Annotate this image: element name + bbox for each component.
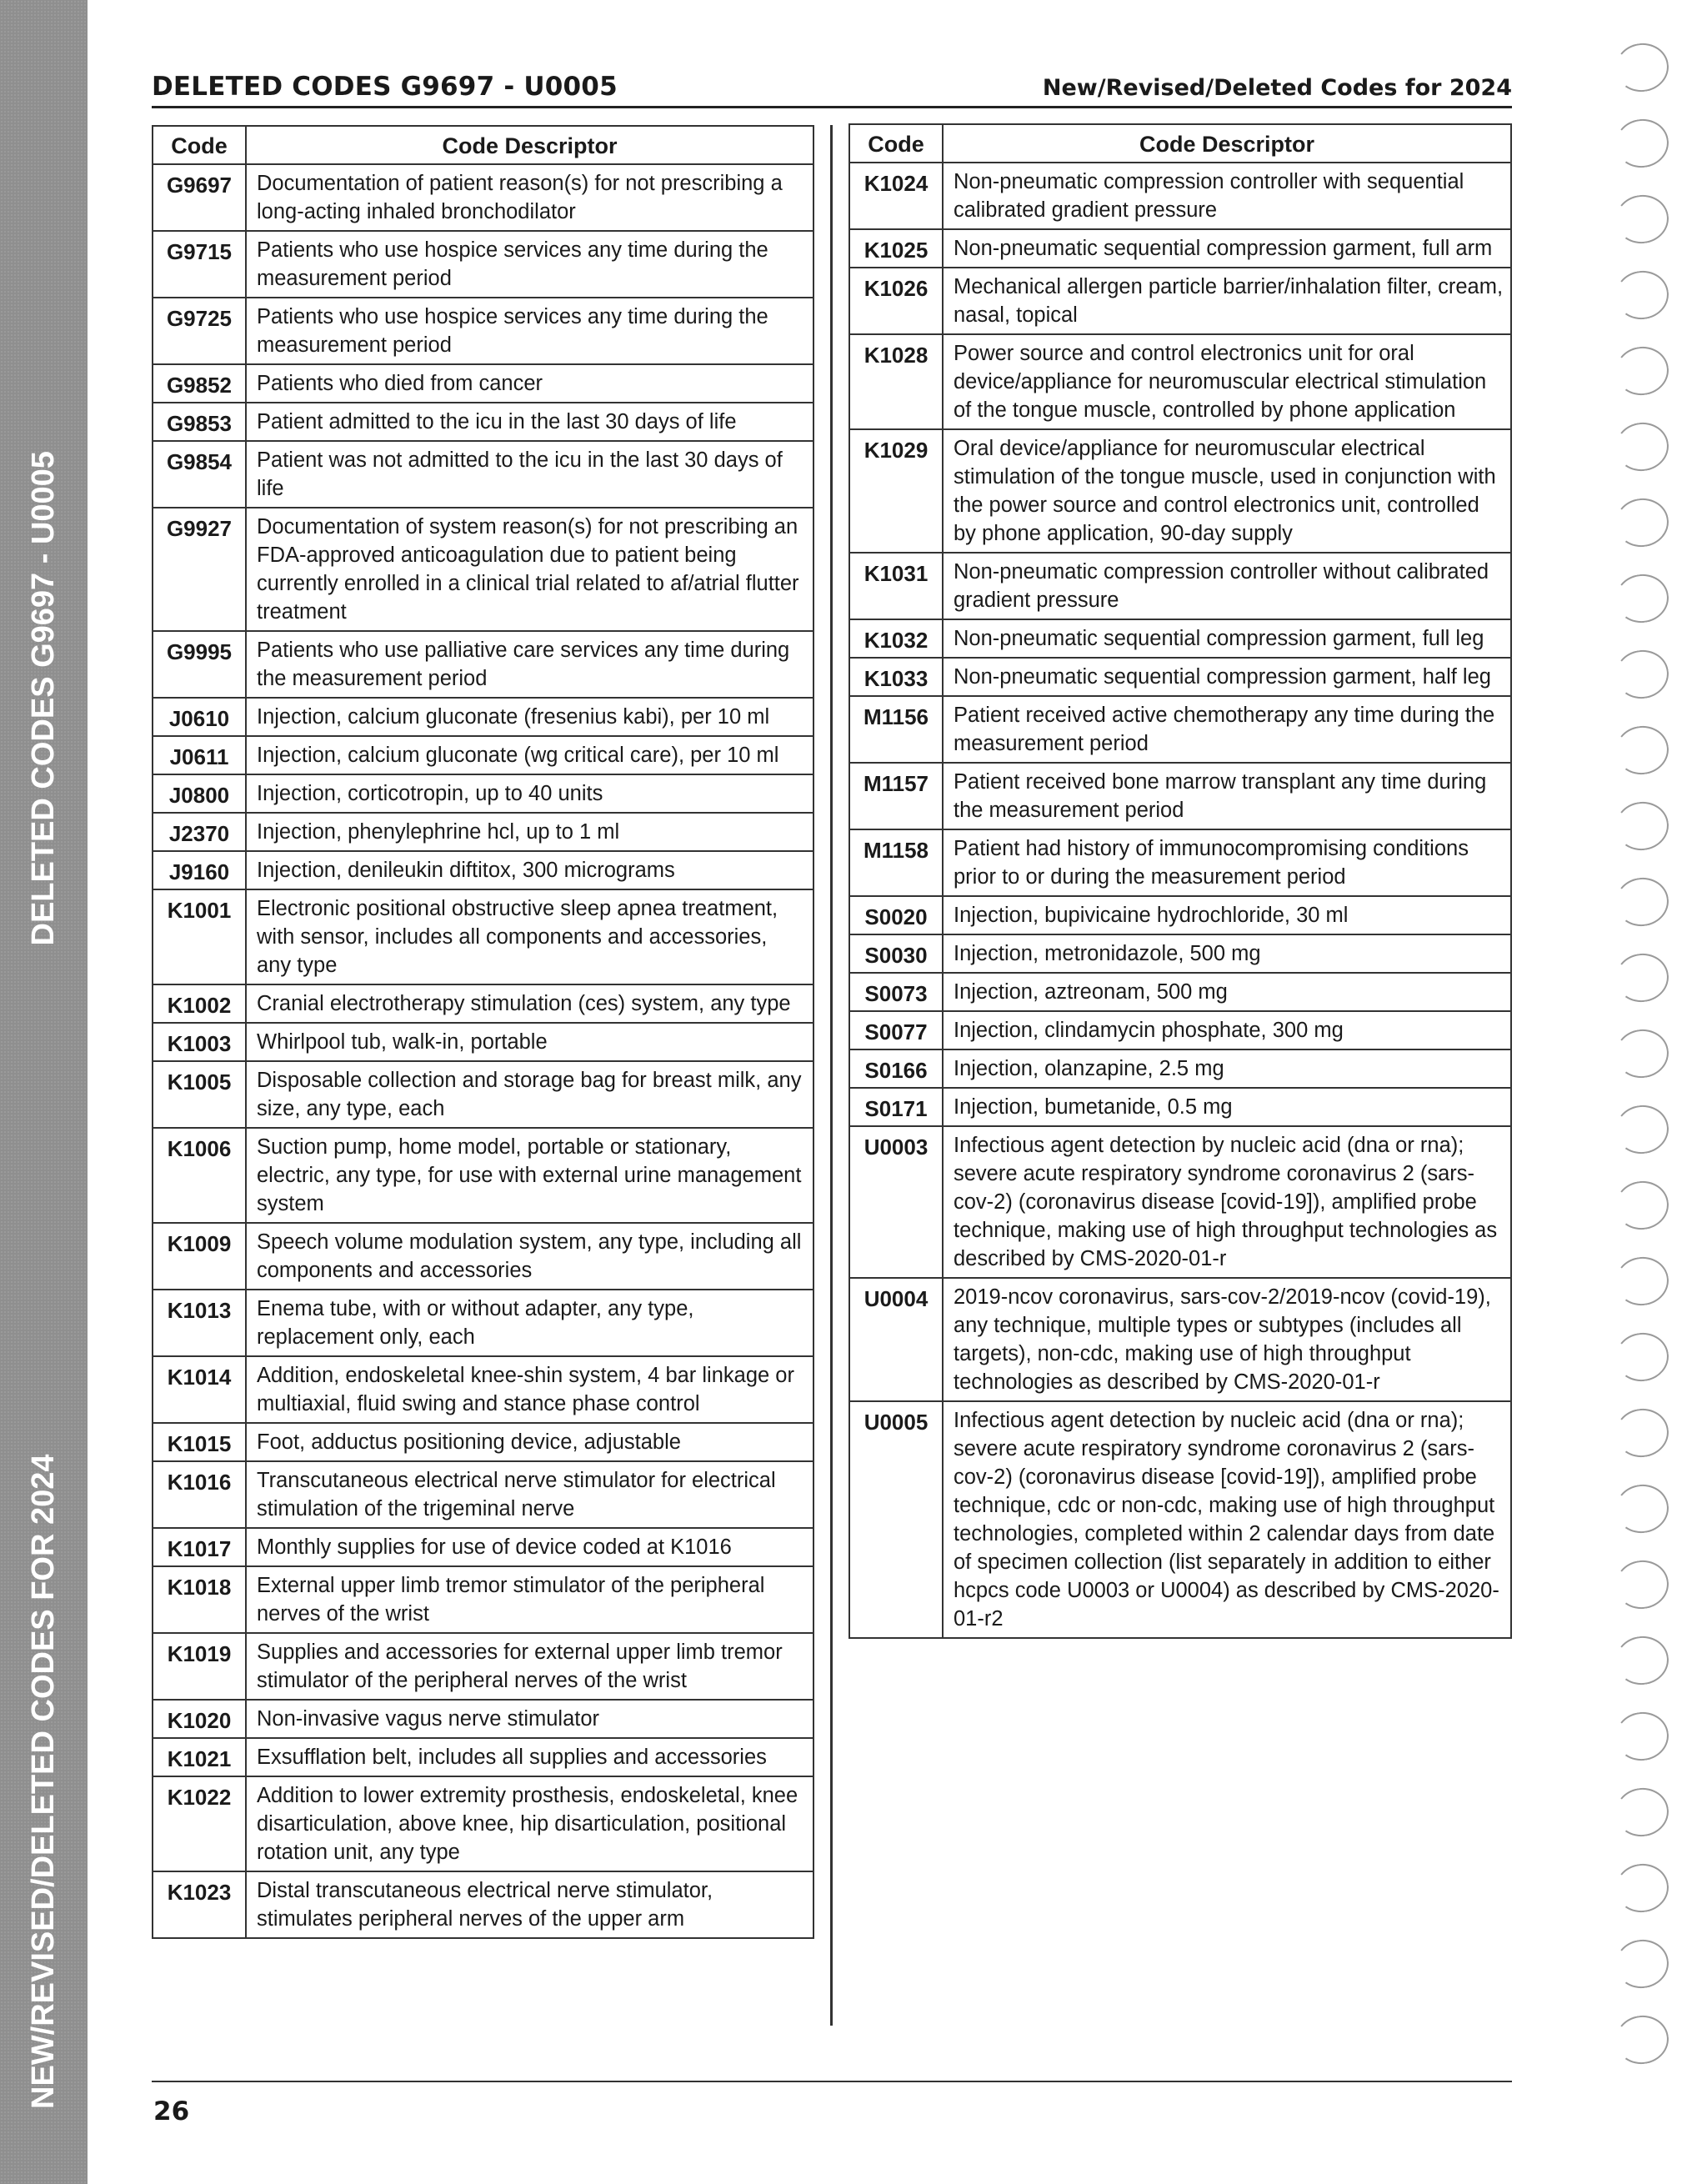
binding-hole <box>1612 647 1671 702</box>
descriptor-cell: Whirlpool tub, walk-in, portable <box>246 1023 813 1061</box>
descriptor-cell: Cranial electrotherapy stimulation (ces) system, any type <box>246 984 813 1023</box>
descriptor-cell: Foot, adductus positioning device, adjustable <box>246 1423 813 1461</box>
code-cell: U0004 <box>849 1278 943 1401</box>
descriptor-cell: Infectious agent detection by nucleic acid (dna or rna); severe acute respiratory syndrome coronavirus 2 (sars-cov-2) (coronavirus disease [covid-19]), amplified probe technique, cdc or non-cdc, making use of high throughput technologies, completed within 2 calendar days from date of specimen collection (list separately in addition to either hcpcs code U0003 or U0004) as described by CMS-2020-01-r2 <box>943 1401 1511 1638</box>
table-row <box>849 1049 1511 1088</box>
code-cell: S0073 <box>849 973 943 1011</box>
left-codes-table <box>152 125 814 1939</box>
side-tab <box>0 0 88 2184</box>
descriptor-cell: Patients who died from cancer <box>246 364 813 403</box>
table-row <box>153 1776 813 1871</box>
code-cell: K1018 <box>153 1566 246 1633</box>
code-cell: G9927 <box>153 508 246 631</box>
code-cell: K1001 <box>153 889 246 984</box>
code-cell: K1006 <box>153 1128 246 1223</box>
code-cell: K1028 <box>849 334 943 429</box>
code-cell: U0003 <box>849 1126 943 1278</box>
descriptor-cell: Patients who use palliative care services any time during the measurement period <box>246 631 813 698</box>
table-row <box>153 1223 813 1290</box>
table-row <box>153 1423 813 1461</box>
code-cell: J0610 <box>153 698 246 736</box>
table-row <box>849 1401 1511 1638</box>
descriptor-column-header: Code Descriptor <box>246 126 813 164</box>
table-row <box>849 658 1511 696</box>
descriptor-cell: Injection, olanzapine, 2.5 mg <box>943 1049 1511 1088</box>
descriptor-cell: Injection, metronidazole, 500 mg <box>943 934 1511 973</box>
code-cell: K1014 <box>153 1356 246 1423</box>
code-cell: K1017 <box>153 1528 246 1566</box>
code-cell: K1009 <box>153 1223 246 1290</box>
table-row <box>153 1128 813 1223</box>
table-row <box>849 619 1511 658</box>
binding-hole <box>1612 116 1671 171</box>
table-row <box>849 763 1511 829</box>
descriptor-cell: Injection, clindamycin phosphate, 300 mg <box>943 1011 1511 1049</box>
code-cell: G9725 <box>153 298 246 364</box>
code-cell: S0166 <box>849 1049 943 1088</box>
code-cell: S0171 <box>849 1088 943 1126</box>
descriptor-cell: Monthly supplies for use of device coded at K1016 <box>246 1528 813 1566</box>
descriptor-cell: Non-invasive vagus nerve stimulator <box>246 1700 813 1738</box>
right-table-body <box>849 163 1511 1638</box>
right-codes-table <box>848 123 1512 1639</box>
binding-hole <box>1612 1633 1671 1688</box>
binding-hole <box>1612 1709 1671 1764</box>
side-tab-text <box>18 50 68 2134</box>
table-row <box>153 1023 813 1061</box>
descriptor-cell: Patient was not admitted to the icu in the last 30 days of life <box>246 441 813 508</box>
binding-hole <box>1612 40 1671 95</box>
code-cell: J9160 <box>153 851 246 889</box>
code-cell: S0020 <box>849 896 943 934</box>
binding-hole <box>1612 1405 1671 1460</box>
code-cell: S0077 <box>849 1011 943 1049</box>
descriptor-cell: Injection, corticotropin, up to 40 units <box>246 774 813 813</box>
descriptor-cell: Injection, denileukin diftitox, 300 micrograms <box>246 851 813 889</box>
table-row <box>849 1126 1511 1278</box>
code-cell: G9697 <box>153 164 246 231</box>
table-row <box>153 1461 813 1528</box>
table-row <box>153 403 813 441</box>
code-cell: K1023 <box>153 1871 246 1938</box>
table-row <box>153 813 813 851</box>
code-column-header: Code <box>849 124 943 163</box>
descriptor-cell: Patient admitted to the icu in the last 30 days of life <box>246 403 813 441</box>
code-cell: K1020 <box>153 1700 246 1738</box>
table-row <box>153 231 813 298</box>
descriptor-cell: Addition to lower extremity prosthesis, endoskeletal, knee disarticulation, above knee, hip disarticulation, positional rotation unit, any type <box>246 1776 813 1871</box>
code-cell: K1021 <box>153 1738 246 1776</box>
descriptor-cell: Suction pump, home model, portable or stationary, electric, any type, for use with external urine management system <box>246 1128 813 1223</box>
descriptor-cell: Electronic positional obstructive sleep apnea treatment, with sensor, includes all components and accessories, any type <box>246 889 813 984</box>
binding-hole <box>1612 495 1671 550</box>
code-cell: K1016 <box>153 1461 246 1528</box>
code-cell: K1022 <box>153 1776 246 1871</box>
table-row <box>849 896 1511 934</box>
code-cell: G9995 <box>153 631 246 698</box>
descriptor-cell: External upper limb tremor stimulator of the peripheral nerves of the wrist <box>246 1566 813 1633</box>
binding-hole <box>1612 1557 1671 1612</box>
code-cell: K1032 <box>849 619 943 658</box>
table-header-row <box>153 126 813 164</box>
code-cell: K1025 <box>849 229 943 268</box>
code-cell: U0005 <box>849 1401 943 1638</box>
table-row <box>153 698 813 736</box>
header-title: DELETED CODES G9697 - U0005 <box>152 72 618 102</box>
side-tab-section-title: NEW/REVISED/DELETED CODES FOR 2024 <box>25 1454 61 2109</box>
descriptor-cell: Non-pneumatic compression controller with sequential calibrated gradient pressure <box>943 163 1511 229</box>
descriptor-cell: Mechanical allergen particle barrier/inhalation filter, cream, nasal, topical <box>943 268 1511 334</box>
table-row <box>849 553 1511 619</box>
table-row <box>153 1290 813 1356</box>
descriptor-cell: Documentation of system reason(s) for not prescribing an FDA-approved anticoagulation due to patient being currently enrolled in a clinical trial related to af/atrial flutter treatment <box>246 508 813 631</box>
code-cell: J0800 <box>153 774 246 813</box>
binding-hole <box>1612 1785 1671 1840</box>
header-section: New/Revised/Deleted Codes for 2024 <box>1042 75 1512 101</box>
table-row <box>153 984 813 1023</box>
code-cell: K1019 <box>153 1633 246 1700</box>
code-cell: K1033 <box>849 658 943 696</box>
table-row <box>153 1356 813 1423</box>
binding-hole <box>1612 571 1671 626</box>
code-cell: K1026 <box>849 268 943 334</box>
page-number: 26 <box>153 2096 190 2126</box>
footer-rule <box>152 2081 1512 2082</box>
left-table-body <box>153 164 813 1938</box>
code-cell: S0030 <box>849 934 943 973</box>
table-row <box>849 163 1511 229</box>
code-cell: K1013 <box>153 1290 246 1356</box>
descriptor-cell: Patient received active chemotherapy any time during the measurement period <box>943 696 1511 763</box>
table-row <box>849 829 1511 896</box>
binding-hole <box>1612 419 1671 474</box>
table-row <box>153 774 813 813</box>
table-row <box>153 164 813 231</box>
table-row <box>849 934 1511 973</box>
descriptor-cell: Injection, bupivicaine hydrochloride, 30 ml <box>943 896 1511 934</box>
table-row <box>153 631 813 698</box>
binding-hole <box>1612 1481 1671 1536</box>
table-header-row <box>849 124 1511 163</box>
table-row <box>153 364 813 403</box>
descriptor-cell: Documentation of patient reason(s) for not prescribing a long-acting inhaled bronchodilator <box>246 164 813 231</box>
descriptor-cell: 2019-ncov coronavirus, sars-cov-2/2019-ncov (covid-19), any technique, multiple types or subtypes (includes all targets), non-cdc, making use of high throughput technologies as described by CMS-2020-01-r <box>943 1278 1511 1401</box>
code-cell: M1158 <box>849 829 943 896</box>
binding-hole <box>1612 192 1671 247</box>
table-row <box>849 229 1511 268</box>
binding-hole <box>1612 874 1671 929</box>
table-row <box>153 851 813 889</box>
table-row <box>849 268 1511 334</box>
table-row <box>153 441 813 508</box>
table-row <box>849 696 1511 763</box>
table-row <box>849 429 1511 553</box>
descriptor-cell: Non-pneumatic compression controller without calibrated gradient pressure <box>943 553 1511 619</box>
descriptor-cell: Patient received bone marrow transplant any time during the measurement period <box>943 763 1511 829</box>
descriptor-cell: Enema tube, with or without adapter, any type, replacement only, each <box>246 1290 813 1356</box>
code-cell: G9854 <box>153 441 246 508</box>
binding-hole <box>1612 1861 1671 1916</box>
binding-hole <box>1612 1254 1671 1309</box>
side-tab-code-range: DELETED CODES G9697 - U0005 <box>25 451 61 946</box>
table-row <box>153 1566 813 1633</box>
table-row <box>153 1738 813 1776</box>
table-row <box>849 973 1511 1011</box>
table-row <box>153 508 813 631</box>
code-cell: K1024 <box>849 163 943 229</box>
descriptor-cell: Infectious agent detection by nucleic acid (dna or rna); severe acute respiratory syndrome coronavirus 2 (sars-cov-2) (coronavirus disease [covid-19]), amplified probe technique, making use of high throughput technologies as described by CMS-2020-01-r <box>943 1126 1511 1278</box>
descriptor-cell: Addition, endoskeletal knee-shin system, 4 bar linkage or multiaxial, fluid swing and stance phase control <box>246 1356 813 1423</box>
table-row <box>153 1061 813 1128</box>
descriptor-cell: Patient had history of immunocompromising conditions prior to or during the measurement period <box>943 829 1511 896</box>
descriptor-cell: Oral device/appliance for neuromuscular electrical stimulation of the tongue muscle, used in conjunction with the power source and control electronics unit, controlled by phone application, 90-day supply <box>943 429 1511 553</box>
table-row <box>153 1528 813 1566</box>
descriptor-column-header: Code Descriptor <box>943 124 1511 163</box>
descriptor-cell: Exsufflation belt, includes all supplies and accessories <box>246 1738 813 1776</box>
binding-hole <box>1612 1026 1671 1081</box>
code-cell: M1157 <box>849 763 943 829</box>
descriptor-cell: Distal transcutaneous electrical nerve stimulator, stimulates peripheral nerves of the upper arm <box>246 1871 813 1938</box>
code-cell: G9715 <box>153 231 246 298</box>
binding-hole <box>1612 268 1671 323</box>
descriptor-cell: Non-pneumatic sequential compression garment, full arm <box>943 229 1511 268</box>
binding-holes <box>1615 43 1682 2144</box>
binding-hole <box>1612 799 1671 854</box>
descriptor-cell: Non-pneumatic sequential compression garment, half leg <box>943 658 1511 696</box>
binding-hole <box>1612 1102 1671 1157</box>
descriptor-cell: Injection, bumetanide, 0.5 mg <box>943 1088 1511 1126</box>
binding-hole <box>1612 343 1671 398</box>
column-divider <box>830 125 833 2026</box>
table-row <box>849 1088 1511 1126</box>
descriptor-cell: Non-pneumatic sequential compression garment, full leg <box>943 619 1511 658</box>
code-cell: K1031 <box>849 553 943 619</box>
code-cell: M1156 <box>849 696 943 763</box>
descriptor-cell: Injection, phenylephrine hcl, up to 1 ml <box>246 813 813 851</box>
table-row <box>849 1011 1511 1049</box>
descriptor-cell: Transcutaneous electrical nerve stimulator for electrical stimulation of the trigeminal nerve <box>246 1461 813 1528</box>
code-column-header: Code <box>153 126 246 164</box>
table-row <box>153 736 813 774</box>
binding-hole <box>1612 1178 1671 1233</box>
table-row <box>153 1700 813 1738</box>
descriptor-cell: Speech volume modulation system, any type, including all components and accessories <box>246 1223 813 1290</box>
descriptor-cell: Patients who use hospice services any time during the measurement period <box>246 298 813 364</box>
table-row <box>153 1633 813 1700</box>
table-row <box>849 1278 1511 1401</box>
code-cell: G9853 <box>153 403 246 441</box>
code-cell: K1003 <box>153 1023 246 1061</box>
descriptor-cell: Power source and control electronics unit for oral device/appliance for neuromuscular electrical stimulation of the tongue muscle, controlled by phone application <box>943 334 1511 429</box>
code-cell: J2370 <box>153 813 246 851</box>
descriptor-cell: Patients who use hospice services any time during the measurement period <box>246 231 813 298</box>
binding-hole <box>1612 723 1671 778</box>
table-row <box>849 334 1511 429</box>
code-cell: K1015 <box>153 1423 246 1461</box>
table-row <box>153 298 813 364</box>
binding-hole <box>1612 1936 1671 1991</box>
descriptor-cell: Disposable collection and storage bag for breast milk, any size, any type, each <box>246 1061 813 1128</box>
table-row <box>153 889 813 984</box>
descriptor-cell: Injection, aztreonam, 500 mg <box>943 973 1511 1011</box>
code-cell: K1005 <box>153 1061 246 1128</box>
code-cell: K1029 <box>849 429 943 553</box>
descriptor-cell: Injection, calcium gluconate (wg critical care), per 10 ml <box>246 736 813 774</box>
descriptor-cell: Injection, calcium gluconate (fresenius kabi), per 10 ml <box>246 698 813 736</box>
binding-hole <box>1612 2012 1671 2067</box>
table-row <box>153 1871 813 1938</box>
page-header <box>152 70 1512 108</box>
code-cell: K1002 <box>153 984 246 1023</box>
binding-hole <box>1612 950 1671 1005</box>
descriptor-cell: Supplies and accessories for external upper limb tremor stimulator of the peripheral nerves of the wrist <box>246 1633 813 1700</box>
code-cell: G9852 <box>153 364 246 403</box>
code-cell: J0611 <box>153 736 246 774</box>
binding-hole <box>1612 1330 1671 1385</box>
